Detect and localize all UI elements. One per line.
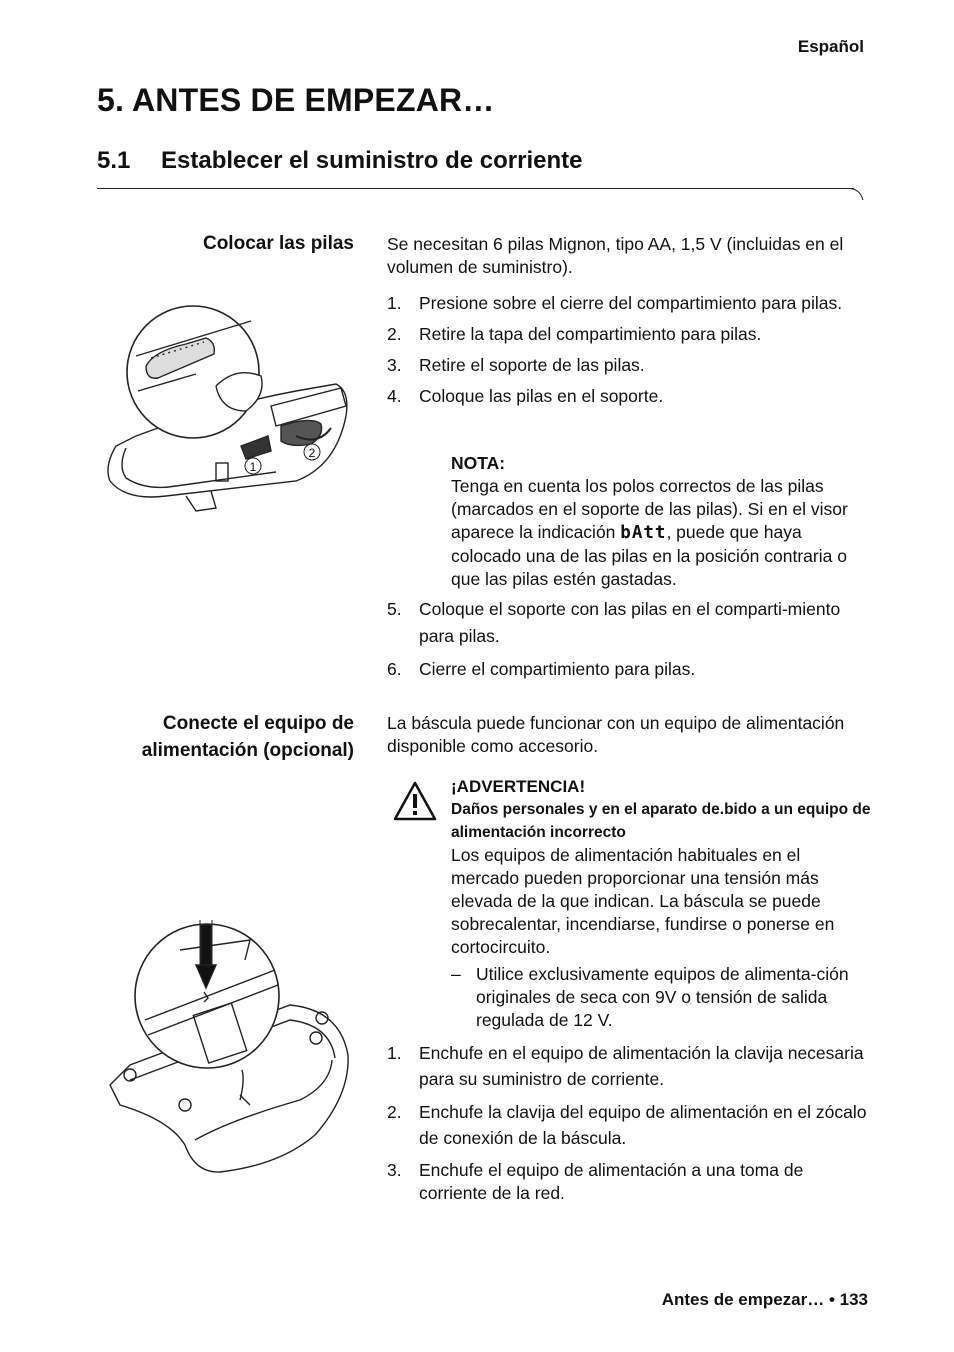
section-title: Establecer el suministro de corriente (161, 147, 583, 174)
list-item: 1. Presione sobre el cierre del compartimiento para pilas. (387, 293, 843, 313)
power-steps (387, 1041, 867, 1213)
chapter-title: 5. ANTES DE EMPEZAR… (97, 82, 495, 118)
battery-steps (387, 292, 867, 416)
warning-icon (392, 780, 438, 822)
section-number: 5.1 (97, 147, 131, 174)
page-footer: Antes de empezar… • 133 (661, 1290, 868, 1309)
list-item: 4. Coloque las pilas en el soporte. (387, 386, 664, 406)
batteries-intro: Se necesitan 6 pilas Mignon, tipo AA, 1,5 V (incluidas en el volumen de suministro). (387, 234, 844, 277)
battery-compartment-illustration (96, 296, 356, 518)
power-heading: Conecte el equipo de alimentación (opcional) (141, 713, 354, 761)
batteries-heading: Colocar las pilas (202, 233, 354, 254)
list-item: 1. Enchufe en el equipo de alimentación la clavija necesaria para su suministro de corriente. (387, 1043, 864, 1089)
note-title: NOTA: (451, 453, 506, 473)
battery-steps-continued (387, 596, 867, 689)
divider-corner (848, 188, 868, 206)
svg-text:2: 2 (308, 446, 316, 460)
list-item: 6. Cierre el compartimiento para pilas. (387, 659, 696, 679)
section-heading (97, 147, 583, 175)
language-label: Español (797, 37, 864, 56)
list-item: 3. Enchufe el equipo de alimentación a una toma de corriente de la red. (387, 1160, 804, 1203)
warning-dash-item: – Utilice exclusivamente equipos de alimenta-ción originales de seca con 9V o tensión de salida regulada de 12 V. (451, 964, 849, 1030)
note-text: Tenga en cuenta los polos correctos de las pilas (marcados en el soporte de las pilas). Si en el visor aparece la indicación bAtt, puede que haya colocado una de las pilas en la posición contraria o que las pilas estén gastadas. (451, 476, 848, 589)
svg-text:1: 1 (249, 460, 257, 474)
list-item: 2. Enchufe la clavija del equipo de alimentación en el zócalo de conexión de la báscula. (387, 1102, 867, 1148)
display-code: bAtt (620, 523, 667, 543)
list-item: 3. Retire el soporte de las pilas. (387, 355, 645, 375)
power-intro: La báscula puede funcionar con un equipo de alimentación disponible como accesorio. (387, 713, 845, 756)
power-connection-illustration (100, 910, 356, 1178)
warning-subtitle: Daños personales y en el aparato de.bido a un equipo de alimentación incorrecto (451, 801, 871, 841)
list-item: 5. Coloque el soporte con las pilas en el comparti-miento para pilas. (387, 599, 841, 646)
callout-1 (245, 458, 261, 474)
list-item: 2. Retire la tapa del compartimiento para pilas. (387, 324, 762, 344)
battery-note (451, 452, 871, 591)
section-divider (97, 188, 854, 189)
callout-2 (304, 444, 320, 460)
warning-title: ¡ADVERTENCIA! (451, 777, 586, 796)
warning-text: Los equipos de alimentación habituales en el mercado pueden proporcionar una tensión más elevada de la que indican. La báscula se puede sobrecalentar, incendiarse, fundirse o ponerse en cortocircuito. (451, 845, 835, 957)
warning-box (451, 775, 871, 1032)
